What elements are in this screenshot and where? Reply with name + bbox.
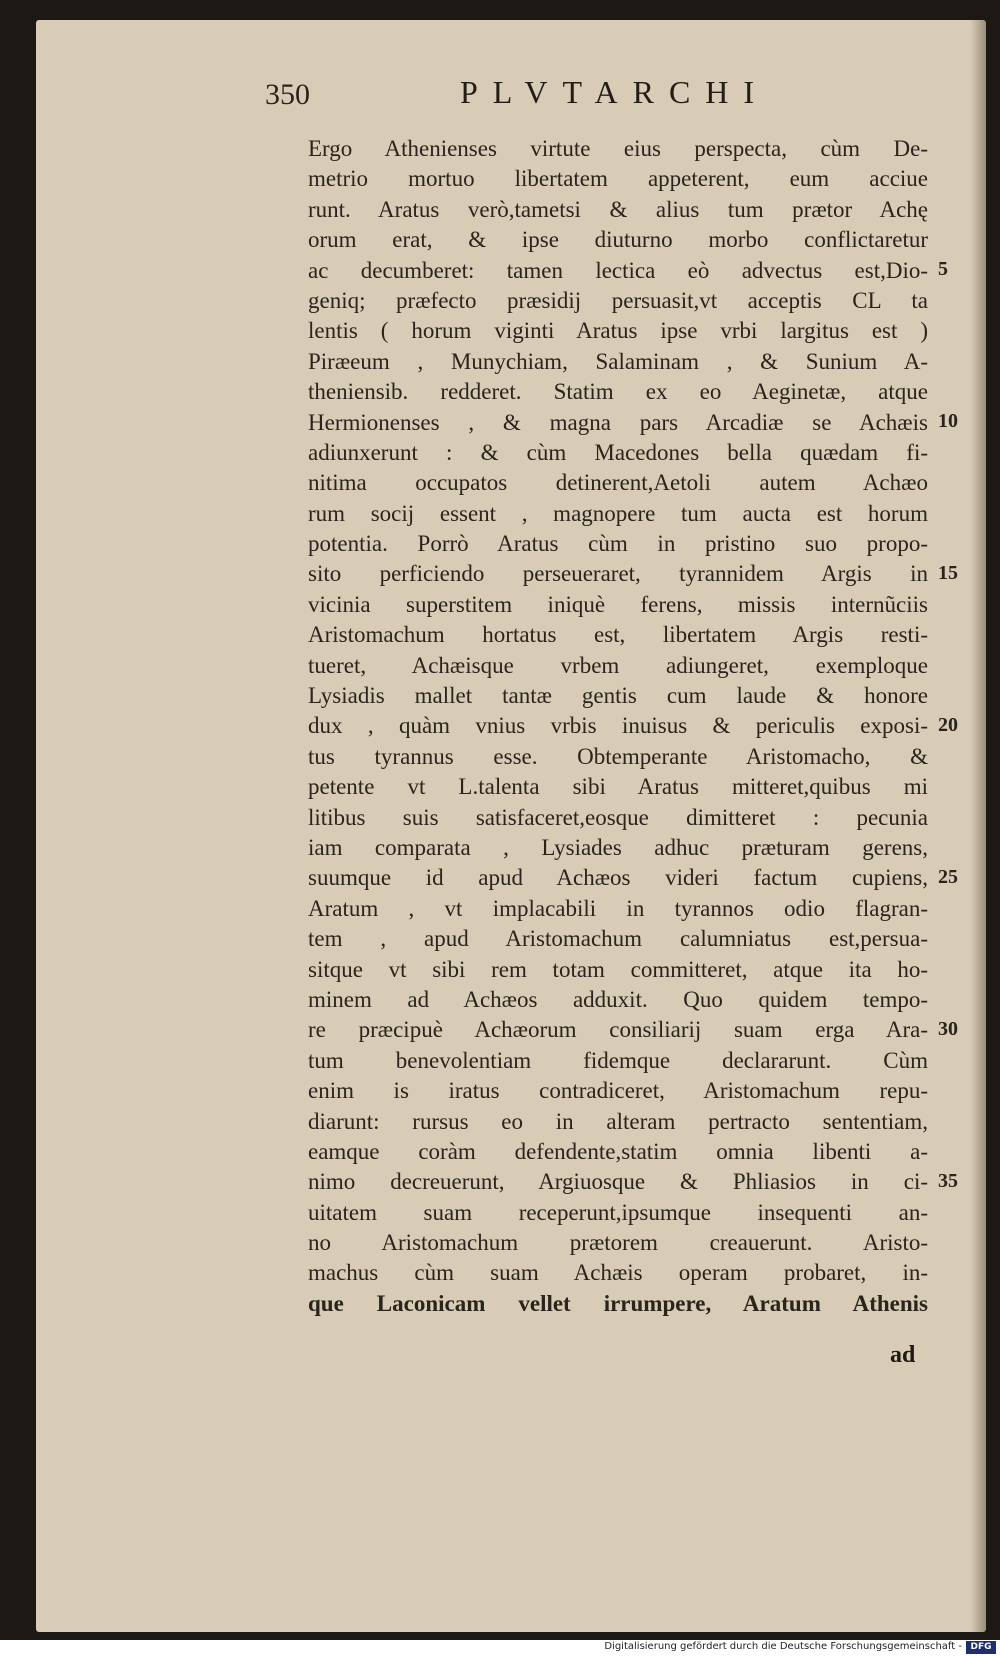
- catchword: ad: [890, 1342, 916, 1368]
- text-line: nimo decreuerunt, Argiuosque & Phliasios in ci-: [308, 1169, 928, 1195]
- text-line: Hermionenses , & magna pars Arcadiæ se Achæis: [308, 409, 928, 435]
- text-line: tem , apud Aristomachum calumniatus est,persua-: [308, 926, 928, 952]
- margin-line-number: 5: [938, 257, 948, 280]
- margin-line-number: 30: [938, 1017, 958, 1040]
- text-line: Ergo Athenienses virtute eius perspecta, cùm De-: [308, 136, 928, 161]
- margin-line-number: 25: [938, 865, 958, 888]
- margin-line-number: 15: [938, 561, 958, 584]
- text-line: metrio mortuo libertatem appeterent, eum acciue: [308, 166, 928, 192]
- text-line: tus tyrannus esse. Obtemperante Aristomacho, &: [308, 743, 928, 769]
- page-header: [265, 72, 985, 122]
- text-line: machus cùm suam Achæis operam probaret, in-: [308, 1260, 928, 1286]
- margin-line-number: 20: [938, 713, 958, 736]
- page-edge-shadow: [970, 20, 986, 1632]
- text-line: sitque vt sibi rem totam committeret, atque ita ho-: [308, 956, 928, 982]
- text-line: adiunxerunt : & cùm Macedones bella quædam fi-: [308, 439, 928, 465]
- running-title: PLVTARCHI: [460, 74, 770, 110]
- text-line: litibus suis satisfaceret,eosque dimitteret : pecunia: [308, 804, 928, 830]
- dfg-logo: DFG: [966, 1641, 996, 1654]
- margin-line-number: 35: [938, 1169, 958, 1192]
- text-line: que Laconicam vellet irrumpere, Aratum Athenis: [308, 1290, 928, 1316]
- text-line: sito perficiendo perseueraret, tyrannidem Argis in: [308, 561, 928, 587]
- text-line: diarunt: rursus eo in alteram pertracto sententiam,: [308, 1108, 928, 1134]
- text-line: eamque coràm defendente,statim omnia libenti a-: [308, 1138, 928, 1164]
- text-line: iam comparata , Lysiades adhuc præturam gerens,: [308, 834, 928, 860]
- text-line: nitima occupatos detinerent,Aetoli autem Achæo: [308, 470, 928, 496]
- text-line: runt. Aratus verò,tametsi & alius tum prætor Achę: [308, 196, 928, 222]
- body-text: [308, 134, 928, 1319]
- text-line: ac decumberet: tamen lectica eò advectus est,Dio-: [308, 257, 928, 283]
- text-line: rum socij essent , magnopere tum aucta est horum: [308, 500, 928, 526]
- text-line: theniensib. redderet. Statim ex eo Aeginetæ, atque: [308, 379, 928, 405]
- text-line: uitatem suam receperunt,ipsumque insequenti an-: [308, 1199, 928, 1225]
- footer: [0, 1640, 1000, 1656]
- page-number: 350: [265, 78, 310, 111]
- text-line: minem ad Achæos adduxit. Quo quidem tempo-: [308, 986, 928, 1012]
- text-line: enim is iratus contradiceret, Aristomachum repu-: [308, 1078, 928, 1104]
- footer-credit: Digitalisierung gefördert durch die Deutsche Forschungsgemeinschaft -: [604, 1641, 962, 1652]
- margin-line-number: 10: [938, 409, 958, 432]
- text-line: Piræeum , Munychiam, Salaminam , & Sunium A-: [308, 348, 928, 374]
- text-line: suumque id apud Achæos videri factum cupiens,: [308, 865, 928, 891]
- text-line: re præcipuè Achæorum consiliarij suam erga Ara-: [308, 1017, 928, 1043]
- text-line: orum erat, & ipse diuturno morbo conflictaretur: [308, 227, 928, 253]
- text-line: Lysiadis mallet tantæ gentis cum laude & honore: [308, 683, 928, 709]
- text-line: Aratum , vt implacabili in tyrannos odio flagran-: [308, 895, 928, 921]
- text-line: potentia. Porrò Aratus cùm in pristino suo propo-: [308, 531, 928, 557]
- text-line: dux , quàm vnius vrbis inuisus & periculis exposi-: [308, 713, 928, 739]
- text-line: lentis ( horum viginti Aratus ipse vrbi largitus est ): [308, 318, 928, 344]
- text-line: tum benevolentiam fidemque declararunt. Cùm: [308, 1047, 928, 1073]
- text-line: petente vt L.talenta sibi Aratus mitteret,quibus mi: [308, 774, 928, 800]
- text-line: Aristomachum hortatus est, libertatem Argis resti-: [308, 622, 928, 648]
- text-line: tueret, Achæisque vrbem adiungeret, exemploque: [308, 652, 928, 678]
- text-line: geniq; præfecto præsidij persuasit,vt acceptis CL ta: [308, 287, 928, 313]
- text-line: vicinia superstitem iniquè ferens, missis internũciis: [308, 591, 928, 617]
- text-line: no Aristomachum prætorem creauerunt. Aristo-: [308, 1230, 928, 1256]
